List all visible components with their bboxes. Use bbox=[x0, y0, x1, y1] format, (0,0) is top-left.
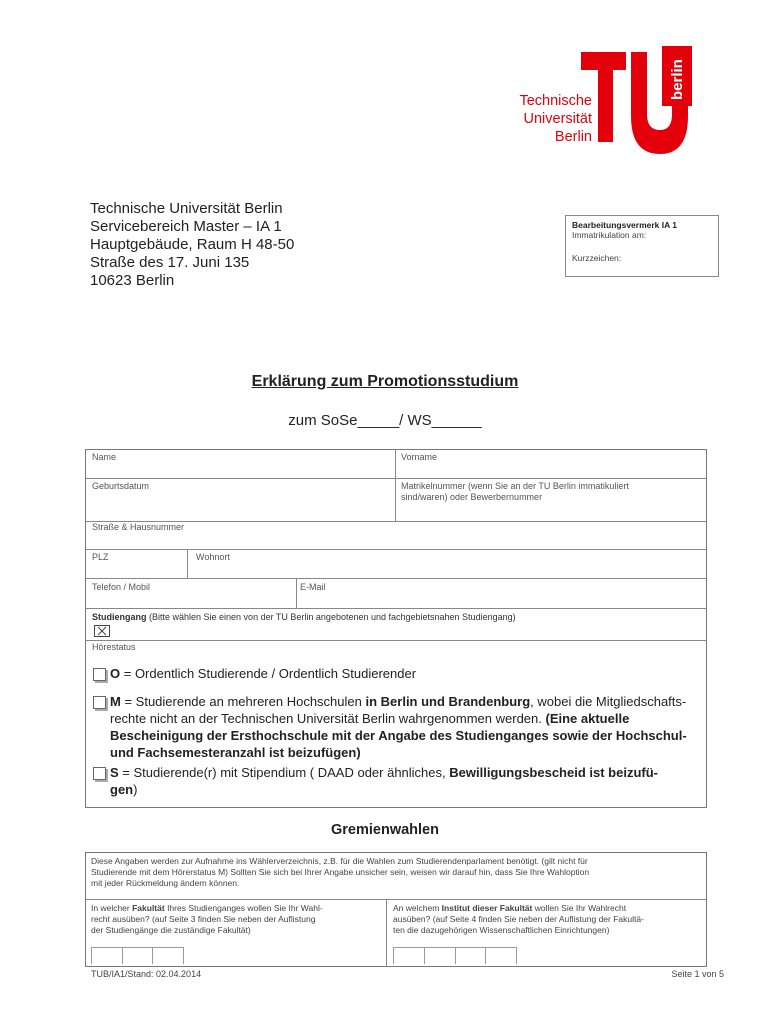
vorname-field[interactable]: Vorname bbox=[401, 452, 438, 462]
gremienwahlen-heading: Gremienwahlen bbox=[331, 822, 439, 838]
status-o-checkbox[interactable] bbox=[93, 668, 106, 681]
studiengang-checkbox-crossed[interactable] bbox=[94, 625, 110, 637]
processing-note-box bbox=[565, 215, 719, 277]
personal-data-form bbox=[85, 449, 707, 808]
tu-logo-mark bbox=[576, 46, 694, 160]
status-m-letter: M bbox=[110, 694, 121, 709]
inst-q-3: ten die dazugehörigen Wissenschaftlichen Einrichtungen) bbox=[393, 925, 610, 935]
status-o-letter: O bbox=[110, 666, 121, 681]
matrikelnummer-field[interactable] bbox=[401, 481, 629, 503]
inst-digit-1[interactable] bbox=[393, 947, 425, 964]
status-o-desc: = Ordentlich Studierende / Ordentlich Studierender bbox=[120, 666, 417, 681]
status-o-text bbox=[110, 665, 416, 682]
address-line-2: Servicebereich Master – IA 1 bbox=[90, 218, 282, 235]
status-m-bold2: (Eine aktuelle bbox=[545, 711, 630, 726]
inst-digit-3[interactable] bbox=[455, 947, 486, 964]
fak-digit-1[interactable] bbox=[91, 947, 123, 964]
telefon-field[interactable]: Telefon / Mobil bbox=[92, 582, 151, 592]
status-m-text2: , wobei die Mitgliedschafts- bbox=[530, 694, 687, 709]
fak-q-1a: In welcher bbox=[91, 903, 133, 913]
studiengang-note: (Bitte wählen Sie einen von der TU Berlin angebotenen und fachgebietsnahen Studiengang) bbox=[146, 612, 516, 622]
inst-q-2: ausüben? (auf Seite 4 finden Sie neben der Auflistung der Fakultä- bbox=[393, 914, 644, 924]
status-s-bold: Bewilligungsbescheid ist beizufü- bbox=[449, 765, 658, 780]
address-line-5: 10623 Berlin bbox=[90, 272, 175, 289]
fak-q-1b: Fakultät bbox=[132, 903, 165, 913]
inst-digit-4[interactable] bbox=[485, 947, 517, 964]
logo-line-1: Technische bbox=[519, 93, 592, 109]
processing-note-title: Bearbeitungsvermerk IA 1 bbox=[572, 220, 678, 230]
page-title-text: Erklärung zum Promotionsstudium bbox=[251, 373, 519, 390]
logo-line-2: Universität bbox=[523, 111, 592, 127]
gremien-info-2: Studierende mit dem Hörerstatus M) Sollten Sie sich bei Ihrer Angabe unsicher sein, weisen wir darauf hin, dass Sie Ihre Wahloption bbox=[91, 867, 590, 877]
address-line-1: Technische Universität Berlin bbox=[90, 200, 283, 217]
footer-version: TUB/IA1/Stand: 02.04.2014 bbox=[91, 969, 202, 979]
footer-page-number: Seite 1 von 5 bbox=[671, 969, 724, 979]
gremien-info-1: Diese Angaben werden zur Aufnahme ins Wählerverzeichnis, z.B. für die Wahlen zum Studierendenparlament benötigt. (gilt nicht für bbox=[91, 856, 588, 866]
logo-line-3: Berlin bbox=[554, 129, 592, 145]
fak-q-1c: Ihres Studienganges wollen Sie Ihr Wahl- bbox=[164, 903, 323, 913]
status-m-text bbox=[110, 693, 700, 761]
hoerstatus-label: Hörestatus bbox=[92, 642, 136, 652]
recipient-address bbox=[90, 200, 294, 290]
status-s-desc: = Studierende(r) mit Stipendium ( DAAD oder ähnliches, bbox=[118, 765, 450, 780]
status-s-line2-rest: ) bbox=[133, 782, 138, 797]
status-m-line4: und Fachsemesteranzahl ist beizufügen) bbox=[110, 745, 361, 760]
status-m-bold1: in Berlin und Brandenburg bbox=[365, 694, 531, 709]
status-s-letter: S bbox=[110, 765, 119, 780]
fakultaet-question bbox=[91, 903, 383, 936]
page-title bbox=[0, 373, 770, 391]
status-m-text1: = Studierende an mehreren Hochschulen bbox=[120, 694, 366, 709]
inst-q-1c: wollen Sie Ihr Wahlrecht bbox=[532, 903, 627, 913]
logo-wordmark bbox=[512, 92, 592, 146]
inst-digit-2[interactable] bbox=[424, 947, 456, 964]
status-s-text bbox=[110, 764, 700, 798]
name-field[interactable]: Name bbox=[92, 452, 117, 462]
gremien-info bbox=[91, 856, 703, 889]
status-s-line2-bold: gen bbox=[110, 782, 134, 797]
immatrikulation-label: Immatrikulation am: bbox=[572, 230, 647, 240]
address-line-3: Hauptgebäude, Raum H 48-50 bbox=[90, 236, 295, 253]
status-m-line2: rechte nicht an der Technischen Universität Berlin wahrgenommen werden. bbox=[110, 711, 546, 726]
gremien-info-3: mit jeder Rückmeldung ändern können. bbox=[91, 878, 240, 888]
studiengang-label bbox=[92, 612, 516, 623]
matrikel-label-1: Matrikelnummer (wenn Sie an der TU Berlin immatikuliert bbox=[401, 481, 629, 491]
inst-q-1b: Institut dieser Fakultät bbox=[441, 903, 533, 913]
fak-q-3: der Studiengänge die zuständige Fakultät) bbox=[91, 925, 251, 935]
studiengang-bold: Studiengang bbox=[92, 612, 147, 622]
fak-digit-2[interactable] bbox=[122, 947, 153, 964]
kurzzeichen-label: Kurzzeichen: bbox=[572, 253, 622, 263]
strasse-field[interactable]: Straße & Hausnummer bbox=[92, 522, 185, 532]
email-field[interactable]: E-Mail bbox=[300, 582, 326, 592]
status-m-checkbox[interactable] bbox=[93, 696, 106, 709]
fak-q-2: recht ausüben? (auf Seite 3 finden Sie neben der Auflistung bbox=[91, 914, 316, 924]
address-line-4: Straße des 17. Juni 135 bbox=[90, 254, 250, 271]
wohnort-field[interactable]: Wohnort bbox=[196, 552, 230, 562]
matrikel-label-2: sind/waren) oder Bewerbernummer bbox=[401, 492, 543, 502]
status-m-line3: Bescheinigung der Ersthochschule mit der Angabe des Studienganges sowie der Hochschul- bbox=[110, 728, 687, 743]
institut-question bbox=[393, 903, 703, 936]
plz-field[interactable]: PLZ bbox=[92, 552, 109, 562]
logo-vertical-text: berlin bbox=[669, 59, 686, 100]
geburtsdatum-field[interactable]: Geburtsdatum bbox=[92, 481, 150, 491]
semester-line: zum SoSe_____/ WS______ bbox=[288, 412, 482, 429]
inst-q-1a: An welchem bbox=[393, 903, 442, 913]
fak-digit-3[interactable] bbox=[152, 947, 184, 964]
status-s-checkbox[interactable] bbox=[93, 767, 106, 780]
